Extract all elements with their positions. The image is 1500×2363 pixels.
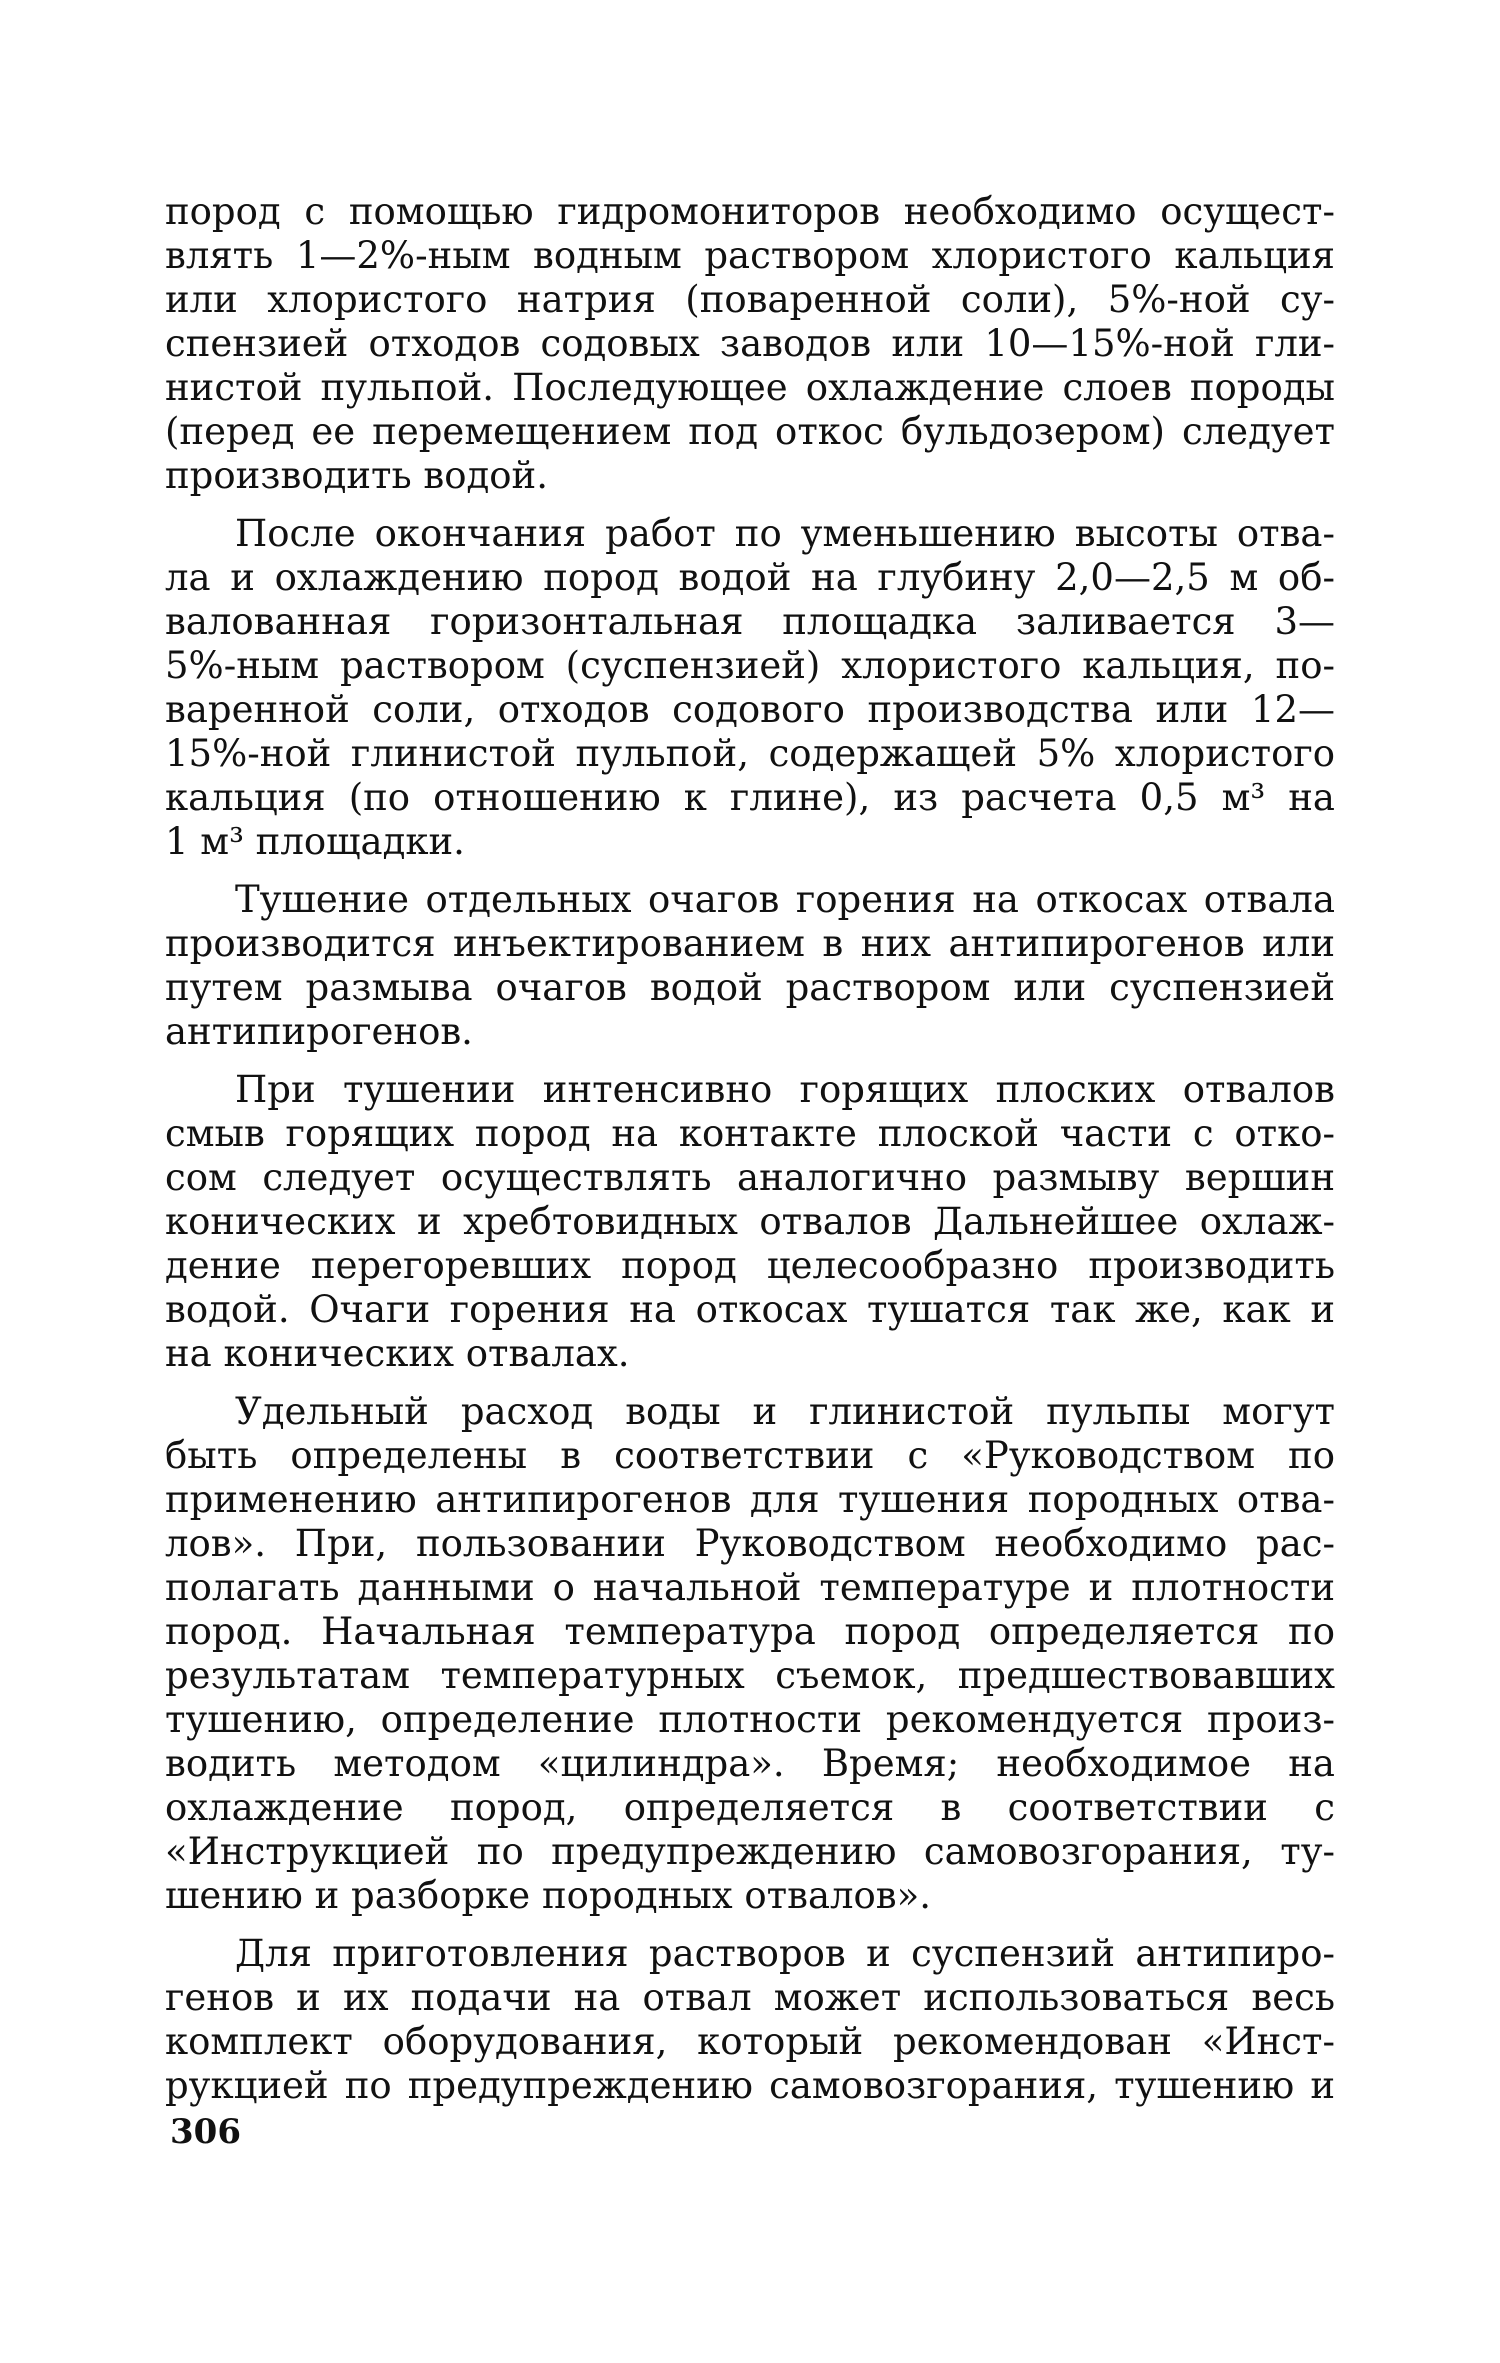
page-number: 306: [170, 2112, 241, 2152]
text-line: влять 1—2%-ным водным раствором хлористого кальция: [165, 234, 1335, 277]
text-line: генов и их подачи на отвал может использоваться весь: [165, 1976, 1335, 2019]
text-line: пород. Начальная температура пород определяется по: [165, 1610, 1335, 1653]
text-line: варенной соли, отходов содового производства или 12—: [165, 688, 1335, 731]
paragraph-3: [165, 878, 1335, 1054]
text-line: сом следует осуществлять аналогично размыву вершин: [165, 1156, 1335, 1199]
document-page: [165, 190, 1335, 2122]
text-line: применению антипирогенов для тушения породных отва-: [165, 1478, 1335, 1521]
text-line: путем размыва очагов водой раствором или суспензией: [165, 966, 1335, 1009]
text-line: «Инструкцией по предупреждению самовозгорания, ту-: [165, 1830, 1335, 1873]
text-line: После окончания работ по уменьшению высоты отва-: [235, 512, 1335, 555]
text-line: Тушение отдельных очагов горения на откосах отвала: [235, 878, 1335, 921]
text-line: рукцией по предупреждению самовозгорания, тушению и: [165, 2064, 1335, 2107]
paragraph-2: [165, 512, 1335, 864]
text-line: или хлористого натрия (поваренной соли), 5%-ной су-: [165, 278, 1335, 321]
text-line: быть определены в соответствии с «Руководством по: [165, 1434, 1335, 1477]
text-line: дение перегоревших пород целесообразно производить: [165, 1244, 1335, 1287]
text-line: комплект оборудования, который рекомендован «Инст-: [165, 2020, 1335, 2063]
text-line: антипирогенов.: [165, 1010, 473, 1053]
text-line: полагать данными о начальной температуре и плотности: [165, 1566, 1335, 1609]
paragraph-6: [165, 1932, 1335, 2108]
text-line: производится инъектированием в них антипирогенов или: [165, 922, 1335, 965]
text-line: кальция (по отношению к глине), из расчета 0,5 м³ на: [165, 776, 1335, 819]
text-line: лов». При, пользовании Руководством необходимо рас-: [165, 1522, 1335, 1565]
text-line: (перед ее перемещением под откос бульдозером) следует: [165, 410, 1335, 453]
text-line: конических и хребтовидных отвалов Дальнейшее охлаж-: [165, 1200, 1335, 1243]
text-line: результатам температурных съемок, предшествовавших: [165, 1654, 1335, 1697]
text-line: производить водой.: [165, 454, 548, 497]
text-line: валованная горизонтальная площадка заливается 3—: [165, 600, 1335, 643]
text-line: охлаждение пород, определяется в соответствии с: [165, 1786, 1335, 1829]
text-line: водой. Очаги горения на откосах тушатся так же, как и: [165, 1288, 1335, 1331]
paragraph-4: [165, 1068, 1335, 1376]
text-line: Для приготовления растворов и суспензий антипиро-: [235, 1932, 1335, 1975]
text-line: 5%-ным раствором (суспензией) хлористого кальция, по-: [165, 644, 1335, 687]
text-line: При тушении интенсивно горящих плоских отвалов: [235, 1068, 1335, 1111]
text-line: спензией отходов содовых заводов или 10—15%-ной гли-: [165, 322, 1335, 365]
text-line: смыв горящих пород на контакте плоской части с отко-: [165, 1112, 1335, 1155]
text-line: шению и разборке породных отвалов».: [165, 1874, 932, 1917]
text-line: тушению, определение плотности рекомендуется произ-: [165, 1698, 1335, 1741]
paragraph-5: [165, 1390, 1335, 1918]
text-line: водить методом «цилиндра». Время; необходимое на: [165, 1742, 1335, 1785]
text-line: 1 м³ площадки.: [165, 820, 465, 863]
paragraph-1: [165, 190, 1335, 498]
text-line: нистой пульпой. Последующее охлаждение слоев породы: [165, 366, 1335, 409]
text-line: пород с помощью гидромониторов необходимо осущест-: [165, 190, 1335, 233]
text-line: на конических отвалах.: [165, 1332, 630, 1375]
text-line: ла и охлаждению пород водой на глубину 2,0—2,5 м об-: [165, 556, 1335, 599]
text-line: Удельный расход воды и глинистой пульпы могут: [235, 1390, 1335, 1433]
text-line: 15%-ной глинистой пульпой, содержащей 5% хлористого: [165, 732, 1335, 775]
